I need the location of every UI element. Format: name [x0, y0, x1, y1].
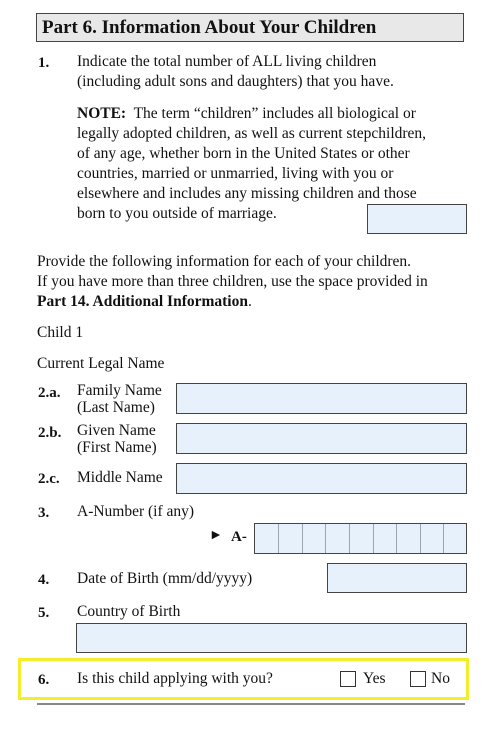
- family-name-label-2: (Last Name): [77, 399, 155, 416]
- instructions-line-3-tail: .: [247, 293, 252, 310]
- instructions-part-14: Part 14. Additional Information: [37, 293, 248, 310]
- note-line-6: born to you outside of marriage.: [77, 205, 277, 222]
- note-line-1: The term “children” includes all biological or: [126, 105, 416, 122]
- a-number-cell-divider: [325, 524, 326, 553]
- no-label: No: [431, 670, 450, 687]
- date-of-birth-label: Date of Birth (mm/dd/yyyy): [77, 570, 253, 587]
- a-number-cell-divider: [396, 524, 397, 553]
- given-name-label: [77, 422, 157, 456]
- family-name-input[interactable]: [176, 383, 467, 414]
- question-2a-number: 2.a.: [38, 385, 61, 401]
- question-1-line-2: (including adult sons and daughters) that you have.: [77, 73, 394, 90]
- a-number-label: A-Number (if any): [77, 503, 195, 520]
- a-number-prefix: A-: [231, 529, 247, 545]
- part-6-header: [36, 13, 464, 42]
- question-1-text: [77, 52, 467, 92]
- question-2c-number: 2.c.: [38, 471, 60, 487]
- a-number-cell-divider: [443, 524, 444, 553]
- a-number-cell-divider: [278, 524, 279, 553]
- instructions-line-1: Provide the following information for each of your children.: [37, 253, 412, 270]
- middle-name-label: Middle Name: [77, 469, 163, 486]
- question-1-line-1: Indicate the total number of ALL living children: [77, 53, 377, 70]
- current-legal-name-heading: Current Legal Name: [37, 355, 165, 372]
- given-name-label-1: Given Name: [77, 422, 156, 439]
- instructions-line-2: If you have more than three children, use the space provided in: [37, 273, 428, 290]
- country-of-birth-input[interactable]: [76, 623, 467, 653]
- arrow-right-icon: ►: [209, 528, 223, 543]
- question-3-number: 3.: [38, 505, 50, 521]
- question-4-number: 4.: [38, 572, 50, 588]
- yes-checkbox[interactable]: [340, 671, 356, 687]
- family-name-label-1: Family Name: [77, 382, 162, 399]
- country-of-birth-label: Country of Birth: [77, 603, 181, 620]
- a-number-cell-divider: [349, 524, 350, 553]
- part-title: Part 6. Information About Your Children: [42, 17, 377, 38]
- section-divider: [37, 703, 465, 705]
- middle-name-input[interactable]: [176, 463, 467, 494]
- no-checkbox[interactable]: [410, 671, 426, 687]
- a-number-input[interactable]: [254, 523, 467, 554]
- a-number-cell-divider: [373, 524, 374, 553]
- a-number-cell-divider: [302, 524, 303, 553]
- note-line-5: elsewhere and includes any missing children and those: [77, 185, 417, 202]
- question-6-number: 6.: [38, 672, 50, 688]
- note-line-2: legally adopted children, as well as current stepchildren,: [77, 125, 427, 142]
- note-label: NOTE:: [77, 105, 127, 122]
- child-heading: Child 1: [37, 324, 84, 341]
- question-1-number: 1.: [38, 55, 50, 71]
- instructions: [37, 252, 477, 312]
- note-line-4: countries, married or unmarried, living with you or: [77, 165, 394, 182]
- given-name-input[interactable]: [176, 423, 467, 454]
- note-line-3: of any age, whether born in the United States or other: [77, 145, 410, 162]
- given-name-label-2: (First Name): [77, 439, 157, 456]
- question-5-number: 5.: [38, 605, 50, 621]
- family-name-label: [77, 382, 162, 416]
- applying-with-you-label: Is this child applying with you?: [77, 670, 273, 687]
- question-2b-number: 2.b.: [38, 425, 62, 441]
- a-number-cell-divider: [420, 524, 421, 553]
- date-of-birth-input[interactable]: [327, 563, 467, 593]
- yes-label: Yes: [363, 670, 386, 687]
- total-children-input[interactable]: [367, 204, 467, 234]
